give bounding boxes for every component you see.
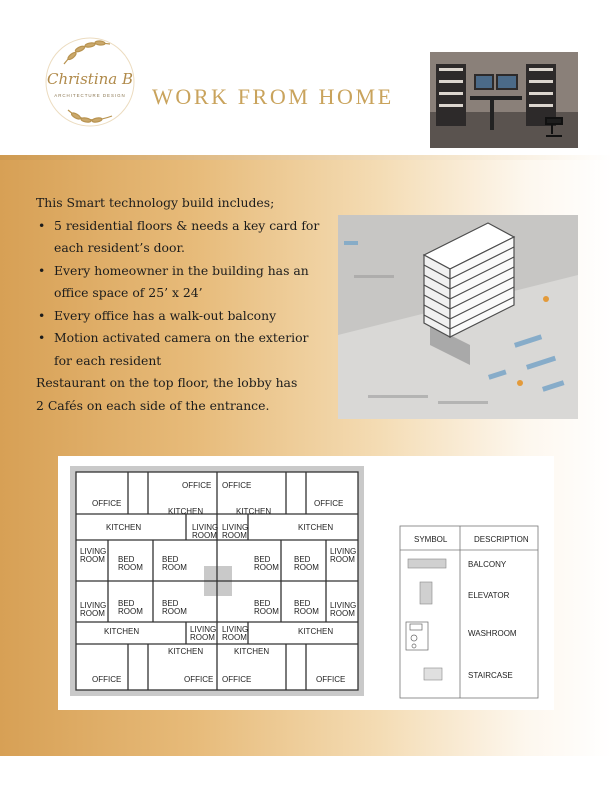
plan-legend bbox=[400, 526, 538, 698]
room-bed-label: BED bbox=[254, 599, 271, 608]
room-bed-label: BED bbox=[162, 599, 179, 608]
room-room-label: ROOM bbox=[254, 607, 279, 616]
legend-item: STAIRCASE bbox=[468, 671, 513, 680]
room-bed-label: BED bbox=[294, 555, 311, 564]
room-room-label: ROOM bbox=[118, 563, 143, 572]
elevator-symbol bbox=[420, 582, 432, 604]
room-room-label: ROOM bbox=[192, 531, 217, 540]
building-render bbox=[338, 215, 578, 419]
room-office-label: OFFICE bbox=[92, 675, 122, 684]
room-kitchen-label: KITCHEN bbox=[106, 523, 142, 532]
room-office-label: OFFICE bbox=[222, 481, 252, 490]
room-living-label: LIVING bbox=[330, 601, 357, 610]
room-kitchen-label: KITCHEN bbox=[298, 627, 334, 636]
room-bed-label: BED bbox=[118, 555, 135, 564]
room-room-label: ROOM bbox=[222, 633, 247, 642]
room-living-label: LIVING bbox=[222, 625, 249, 634]
room-room-label: ROOM bbox=[80, 609, 105, 618]
room-kitchen-label: KITCHEN bbox=[168, 507, 204, 516]
room-room-label: ROOM bbox=[294, 607, 319, 616]
feature-item: • 5 residential floors & needs a key card for each resident’s door. bbox=[36, 215, 328, 260]
room-room-label: ROOM bbox=[330, 555, 355, 564]
room-bed-label: BED bbox=[162, 555, 179, 564]
staircase-symbol bbox=[424, 668, 442, 680]
legend-item: ELEVATOR bbox=[468, 591, 510, 600]
logo-name: Christina B bbox=[46, 70, 134, 88]
logo bbox=[42, 34, 138, 130]
room-room-label: ROOM bbox=[330, 609, 355, 618]
room-kitchen-label: KITCHEN bbox=[236, 507, 272, 516]
room-kitchen-label: KITCHEN bbox=[234, 647, 270, 656]
room-office-label: OFFICE bbox=[92, 499, 122, 508]
laurel-wreath-icon bbox=[42, 34, 138, 130]
feature-item: • Every homeowner in the building has an office space of 25’ x 24’ bbox=[36, 260, 328, 305]
features-text bbox=[36, 192, 328, 417]
room-office-label: OFFICE bbox=[182, 481, 212, 490]
room-living-label: LIVING bbox=[192, 523, 219, 532]
feature-item: • Motion activated camera on the exterior for each resident bbox=[36, 327, 328, 372]
room-living-label: LIVING bbox=[80, 547, 107, 556]
room-living-label: LIVING bbox=[330, 547, 357, 556]
legend-item: BALCONY bbox=[468, 560, 507, 569]
room-room-label: ROOM bbox=[162, 607, 187, 616]
room-room-label: ROOM bbox=[294, 563, 319, 572]
room-living-label: LIVING bbox=[222, 523, 249, 532]
room-room-label: ROOM bbox=[162, 563, 187, 572]
page-title: WORK FROM HOME bbox=[152, 84, 394, 109]
room-bed-label: BED bbox=[254, 555, 271, 564]
room-room-label: ROOM bbox=[80, 555, 105, 564]
balcony-symbol bbox=[408, 559, 446, 568]
room-bed-label: BED bbox=[294, 599, 311, 608]
features-outro-2: 2 Cafés on each side of the entrance. bbox=[36, 397, 270, 413]
room-room-label: ROOM bbox=[190, 633, 215, 642]
home-office-photo bbox=[430, 52, 578, 148]
logo-tagline: ARCHITECTURE DESIGN bbox=[54, 93, 126, 98]
room-office-label: OFFICE bbox=[222, 675, 252, 684]
features-list bbox=[36, 215, 328, 373]
room-living-label: LIVING bbox=[80, 601, 107, 610]
floor-plan bbox=[58, 456, 554, 710]
features-outro-1: Restaurant on the top floor, the lobby has bbox=[36, 375, 298, 390]
room-room-label: ROOM bbox=[254, 563, 279, 572]
legend-item: WASHROOM bbox=[468, 629, 517, 638]
room-kitchen-label: KITCHEN bbox=[298, 523, 334, 532]
room-room-label: ROOM bbox=[222, 531, 247, 540]
room-office-label: OFFICE bbox=[316, 675, 346, 684]
feature-item: • Every office has a walk-out balcony bbox=[36, 305, 328, 328]
room-kitchen-label: KITCHEN bbox=[168, 647, 204, 656]
room-office-label: OFFICE bbox=[314, 499, 344, 508]
room-room-label: ROOM bbox=[118, 607, 143, 616]
features-intro: This Smart technology build includes; bbox=[36, 195, 275, 210]
legend-description-header: DESCRIPTION bbox=[474, 535, 529, 544]
legend-symbol-header: SYMBOL bbox=[414, 535, 448, 544]
room-kitchen-label: KITCHEN bbox=[104, 627, 140, 636]
room-living-label: LIVING bbox=[190, 625, 217, 634]
room-bed-label: BED bbox=[118, 599, 135, 608]
room-office-label: OFFICE bbox=[184, 675, 214, 684]
